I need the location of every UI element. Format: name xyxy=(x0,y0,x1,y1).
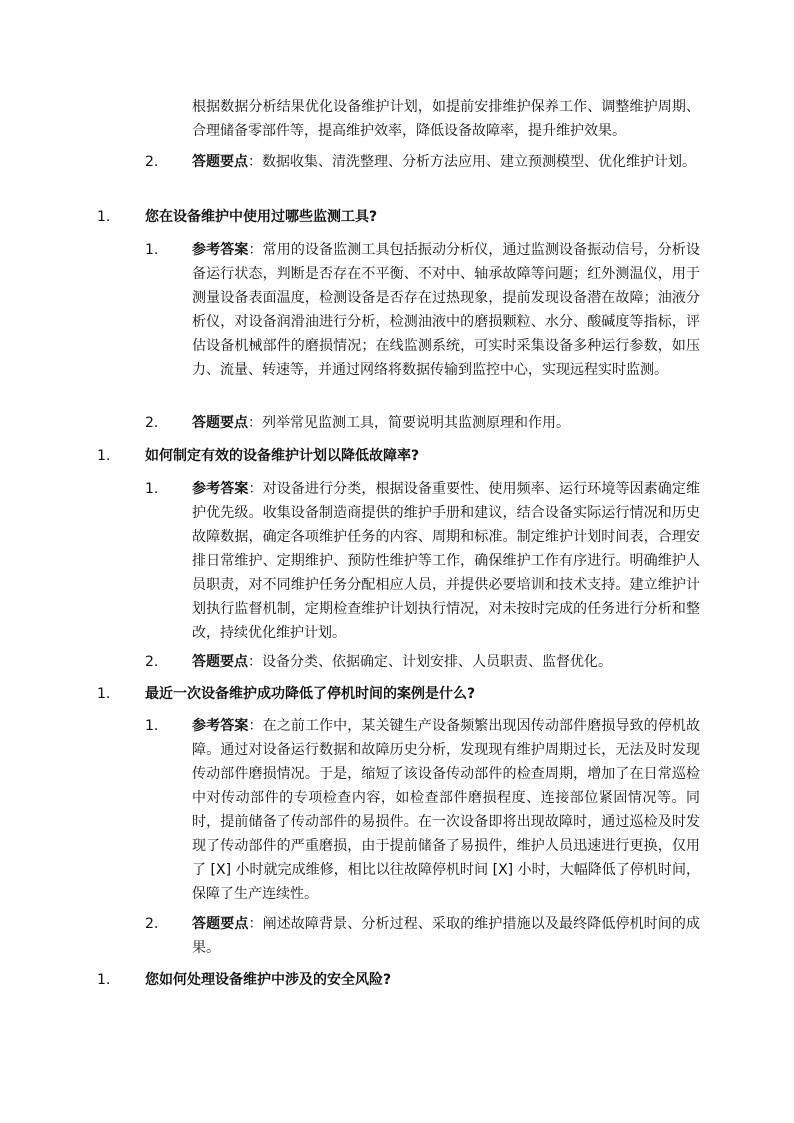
answer-points-text: 阐述故障背景、分析过程、采取的维护措施以及最终降低停机时间的成果。 xyxy=(192,916,701,956)
reference-answer-label: 参考答案 xyxy=(192,242,249,258)
question-title: 您在设备维护中使用过哪些监测工具? xyxy=(145,209,378,225)
question-title: 最近一次设备维护成功降低了停机时间的案例是什么? xyxy=(145,686,476,702)
reference-answer-text: 在之前工作中，某关键生产设备频繁出现因传动部件磨损导致的停机故障。通过对设备运行数据和故障历史分析，发现现有维护周期过长，无法及时发现传动部件磨损情况。于是，缩短了该设备传动部件的检查周期，增加了在日常巡检中对传动部件的专项检查内容，如检查部件磨损程度、连接部位紧固情况等。同时，提前储备了传动部件的易损件。在一次设备即将出现故障时，通过巡检及时发现了传动部件的严重磨损，由于提前储备了易损件，维护人员迅速进行更换，仅用了 [X] 小时就完成维修，相比以往故障停机时间 [X] 小时，大幅降低了停机时间，保障了生产连续性。 xyxy=(192,718,701,902)
list-number: 2. xyxy=(145,154,159,170)
list-number: 1. xyxy=(97,972,111,988)
reference-answer-text: 对设备进行分类，根据设备重要性、使用频率、运行环境等因素确定维护优先级。收集设备制造商提供的维护手册和建议，结合设备实际运行情况和历史故障数据，确定各项维护任务的内容、周期和标准。制定维护计划时间表，合理安排日常维护、定期维护、预防性维护等工作，确保维护工作有序进行。明确维护人员职责，对不同维护任务分配相应人员，并提供必要培训和技术支持。建立维护计划执行监督机制，定期检查维护计划执行情况，对未按时完成的任务进行分析和整改，持续优化维护计划。 xyxy=(192,481,701,641)
answer-points-label: 答题要点 xyxy=(192,916,249,932)
reference-answer-text: 常用的设备监测工具包括振动分析仪，通过监测设备振动信号，分析设备运行状态，判断是否存在不平衡、不对中、轴承故障等问题；红外测温仪，用于测量设备表面温度，检测设备是否存在过热现象，提前发现设备潜在故障；油液分析仪，对设备润滑油进行分析，检测油液中的磨损颗粒、水分、酸碱度等指标，评估设备机械部件的磨损情况；在线监测系统，可实时采集设备多种运行参数，如压力、流量、转速等，并通过网络将数据传输到监控中心，实现远程实时监测。 xyxy=(192,242,701,378)
answer-points-text: 列举常见监测工具，简要说明其监测原理和作用。 xyxy=(262,415,570,431)
intro-continuation-text: 根据数据分析结果优化设备维护计划，如提前安排维护保养工作、调整维护周期、合理储备零部件等，提高维护效率，降低设备故障率，提升维护效果。 xyxy=(192,99,700,139)
list-number: 1. xyxy=(97,448,111,464)
list-number: 1. xyxy=(145,481,159,497)
list-number: 2. xyxy=(145,654,159,670)
document-page: 根据数据分析结果优化设备维护计划，如提前安排维护保养工作、调整维护周期、合理储备零部件等，提高维护效率，降低设备故障率，提升维护效果。 2. 答题要点：数据收集、清洗整理、分析方法应用、建立预测模型、优化维护计划。 1. 您在设备维护中使用过哪些监测工具? 1. 参考答案：常用的设备监测工具包括振动分析仪，通过监测设备振动信号，分析设备运行状态，判断是否存在不平衡、不对中、轴承故障等问题；红外测温仪，用于测量设备表面温度，检测设备是否存在过热现象，提前发现设备潜在故障；油液分析仪，对设备润滑油进行分析，检测油液中的磨损颗粒、水分、酸碱度等指标，评估设备机械部件的磨损情况；在线监测系统，可实时采集设备多种运行参数，如压力、流量、转速等，并通过网络将数据传输到监控中心，实现远程实时监测。 2. 答题要点：列举常见监测工具，简要说明其监测原理和作用。 1. 如何制定有效的设备维护计划以降低故障率? 1. 参考答案：对设备进行分类，根据设备重要性、使用频率、运行环境等因素确定维护优先级。收集设备制造商提供的维护手册和建议，结合设备实际运行情况和历史故障数据，确定各项维护任务的内容、周期和标准。制定维护计划时间表，合理安排日常维护、定期维护、预防性维护等工作，确保维护工作有序进行。明确维护人员职责，对不同维护任务分配相应人员，并提供必要培训和技术支持。建立维护计划执行监督机制，定期检查维护计划执行情况，对未按时完成的任务进行分析和整改，持续优化维护计划。 2. 答题要点：设备分类、依据确定、计划安排、人员职责、监督优化。 1. 最近一次设备维护成功降低了停机时间的案例是什么? 1. 参考答案：在之前工作中，某关键生产设备频繁出现因传动部件磨损导致的停机故障。通过对设备运行数据和故障历史分析，发现现有维护周期过长，无法及时发现传动部件磨损情况。于是，缩短了该设备传动部件的检查周期，增加了在日常巡检中对传动部件的专项检查内容，如检查部件磨损程度、连接部位紧固情况等。同时，提前储备了传动部件的易损件。在一次设备即将出现故障时，通过巡检及时发现了传动部件的严重磨损，由于提前储备了易损件，维护人员迅速进行更换，仅用了 [X] 小时就完成维修，相比以往故障停机时间 [X] 小时，大幅降低了停机时间，保障了生产连续性。 2. 答题要点：阐述故障背景、分析过程、采取的维护措施以及最终降低停机时间的成果。 1. 您如何处理设备维护中涉及的安全风险? xyxy=(0,0,794,1123)
answer-points-label: 答题要点 xyxy=(192,154,248,170)
reference-answer-label: 参考答案 xyxy=(192,718,249,734)
answer-points-label: 答题要点 xyxy=(192,415,248,431)
answer-points-label: 答题要点 xyxy=(192,654,248,670)
reference-answer-label: 参考答案 xyxy=(192,481,249,497)
answer-points-text: 数据收集、清洗整理、分析方法应用、建立预测模型、优化维护计划。 xyxy=(262,154,696,170)
answer-points-text: 设备分类、依据确定、计划安排、人员职责、监督优化。 xyxy=(262,654,612,670)
list-number: 1. xyxy=(97,686,111,702)
list-number: 1. xyxy=(145,718,159,734)
list-number: 2. xyxy=(145,916,159,932)
list-number: 2. xyxy=(145,415,159,431)
question-title: 您如何处理设备维护中涉及的安全风险? xyxy=(145,972,392,988)
list-number: 1. xyxy=(145,242,159,258)
list-number: 1. xyxy=(97,209,111,225)
question-title: 如何制定有效的设备维护计划以降低故障率? xyxy=(145,448,420,464)
